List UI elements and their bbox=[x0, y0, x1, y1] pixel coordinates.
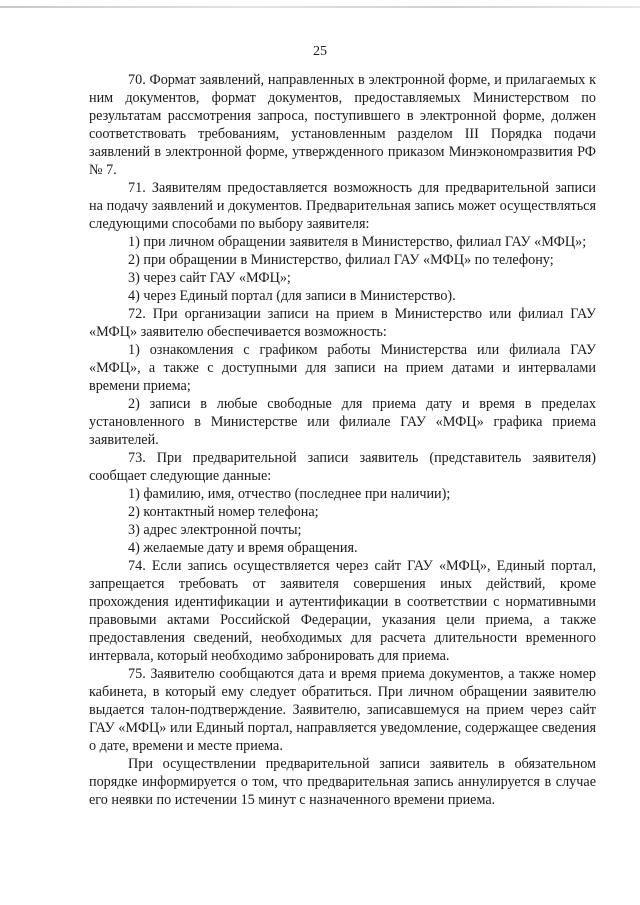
paragraph-71: 71. Заявителям предоставляется возможность для предварительной записи на подачу заявлений и документов. Предварительная запись может осуществляться следующими способами по выбору заявителя: bbox=[89, 180, 596, 232]
list-item: 3) адрес электронной почты; bbox=[128, 522, 302, 538]
list-item: 1) фамилию, имя, отчество (последнее при наличии); bbox=[128, 486, 451, 502]
list-item: 3) через сайт ГАУ «МФЦ»; bbox=[128, 270, 291, 286]
paragraph-73: 73. При предварительной записи заявитель (представитель заявителя) сообщает следующие данные: bbox=[89, 450, 596, 484]
list-item: 1) ознакомления с графиком работы Министерства или филиала ГАУ «МФЦ», а также с доступными для записи на прием датами и интервалами времени приема; bbox=[89, 342, 596, 394]
page-number: 25 bbox=[313, 44, 327, 59]
paragraph-70: 70. Формат заявлений, направленных в электронной форме, и прилагаемых к ним документов, формат документов, предоставляемых Министерством по результатам рассмотрения запроса, поступившего в электронной форме, должен соответствовать требованиям, установленным разделом III Порядка подачи заявлений в электронной форме, утвержденного приказом Минэкономразвития РФ № 7. bbox=[89, 72, 596, 178]
paragraph-75: 75. Заявителю сообщаются дата и время приема документов, а также номер кабинета, в который ему следует обратиться. При личном обращении заявителю выдается талон-подтверждение. Заявителю, записавшемуся на прием через сайт ГАУ «МФЦ» или Единый портал, направляется уведомление, содержащее сведения о дате, времени и месте приема. bbox=[89, 666, 596, 754]
list-item: 2) контактный номер телефона; bbox=[128, 504, 319, 520]
paragraph-74: 74. Если запись осуществляется через сайт ГАУ «МФЦ», Единый портал, запрещается требовать от заявителя совершения иных действий, кроме прохождения идентификации и аутентификации в соответствии с нормативными правовыми актами Российской Федерации, указания цели приема, а также предоставления сведений, необходимых для расчета длительности временного интервала, который необходимо забронировать для приема. bbox=[89, 558, 596, 664]
paragraph-72: 72. При организации записи на прием в Министерство или филиал ГАУ «МФЦ» заявителю обеспечивается возможность: bbox=[89, 306, 596, 340]
list-item: 4) через Единый портал (для записи в Министерство). bbox=[128, 288, 456, 304]
scan-top-edge bbox=[0, 6, 640, 8]
list-item: 1) при личном обращении заявителя в Министерство, филиал ГАУ «МФЦ»; bbox=[128, 234, 587, 250]
list-item: 2) записи в любые свободные для приема дату и время в пределах установленного в Министерстве или филиале ГАУ «МФЦ» графика приема заявителей. bbox=[89, 396, 596, 448]
list-item: 2) при обращении в Министерство, филиал ГАУ «МФЦ» по телефону; bbox=[128, 252, 554, 268]
paragraph-75-note: При осуществлении предварительной записи заявитель в обязательном порядке информируется о том, что предварительная запись аннулируется в случае его неявки по истечении 15 минут с назначенного времени приема. bbox=[89, 756, 596, 808]
document-body bbox=[89, 71, 596, 809]
list-item: 4) желаемые дату и время обращения. bbox=[128, 540, 358, 556]
